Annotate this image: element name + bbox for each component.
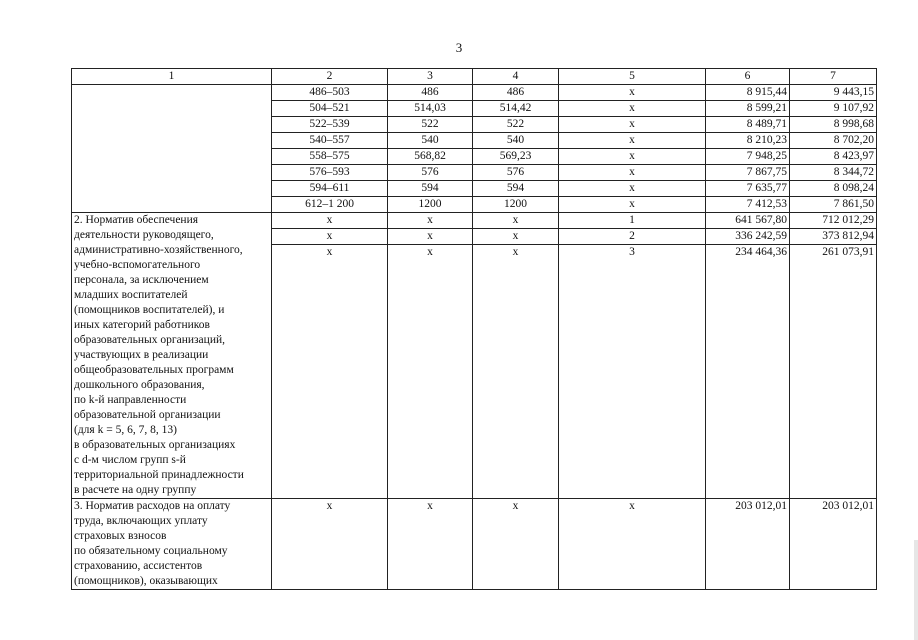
table-cell: 8 423,97 — [790, 149, 877, 165]
table-cell: 514,42 — [473, 101, 559, 117]
column-header: 2 — [272, 69, 388, 85]
table-cell: x — [559, 149, 706, 165]
table-cell: x — [559, 85, 706, 101]
normative-table — [71, 68, 877, 590]
table-cell: x — [559, 165, 706, 181]
table-cell: 558–575 — [272, 149, 388, 165]
table-cell: 522 — [388, 117, 473, 133]
table-cell: 522 — [473, 117, 559, 133]
table-cell: 261 073,91 — [790, 245, 877, 499]
table-cell: x — [272, 229, 388, 245]
table-cell: 504–521 — [272, 101, 388, 117]
label-line: (помощников воспитателей), и — [74, 304, 225, 316]
table-cell: x — [388, 499, 473, 590]
table-cell: 568,82 — [388, 149, 473, 165]
label-line: труда, включающих уплату — [74, 515, 208, 527]
label-line: младших воспитателей — [74, 289, 188, 301]
column-header: 7 — [790, 69, 877, 85]
table-cell: x — [272, 245, 388, 499]
table-cell: 373 812,94 — [790, 229, 877, 245]
scan-edge-mark — [914, 540, 918, 640]
table-cell: x — [473, 245, 559, 499]
table-cell: x — [559, 117, 706, 133]
table-row — [72, 213, 877, 229]
table-cell: 569,23 — [473, 149, 559, 165]
table-cell: 594 — [473, 181, 559, 197]
label-line: учебно-вспомогательного — [74, 259, 201, 271]
table-cell: 203 012,01 — [790, 499, 877, 590]
table-cell: 8 344,72 — [790, 165, 877, 181]
table-cell: 8 702,20 — [790, 133, 877, 149]
label-line: 2. Норматив обеспечения — [74, 214, 199, 226]
table-cell: 2 — [559, 229, 706, 245]
table-cell: x — [388, 245, 473, 499]
column-header: 6 — [706, 69, 790, 85]
label-line: общеобразовательных программ — [74, 364, 234, 376]
table-cell: 7 867,75 — [706, 165, 790, 181]
table-cell: 641 567,80 — [706, 213, 790, 229]
label-line: в образовательных организациях — [74, 439, 236, 451]
table-cell: 612–1 200 — [272, 197, 388, 213]
table-cell: 7 635,77 — [706, 181, 790, 197]
label-line: образовательных организаций, — [74, 334, 225, 346]
table-cell: 712 012,29 — [790, 213, 877, 229]
table-cell: x — [473, 229, 559, 245]
table-cell: 3 — [559, 245, 706, 499]
table-cell: 1 — [559, 213, 706, 229]
table-cell: 8 599,21 — [706, 101, 790, 117]
table-cell: x — [272, 499, 388, 590]
label-line: с d-м числом групп s-й — [74, 454, 186, 466]
column-header: 1 — [72, 69, 272, 85]
column-header: 3 — [388, 69, 473, 85]
table-cell: 7 861,50 — [790, 197, 877, 213]
table-cell: x — [388, 213, 473, 229]
table-cell: x — [388, 229, 473, 245]
table-row — [72, 85, 877, 101]
table-cell: 576 — [473, 165, 559, 181]
label-line: (помощников), оказывающих — [74, 575, 218, 587]
table-cell: 8 210,23 — [706, 133, 790, 149]
table-cell: x — [473, 499, 559, 590]
header-row — [72, 69, 877, 85]
table-cell: 8 915,44 — [706, 85, 790, 101]
table-cell: x — [559, 101, 706, 117]
table-cell: 234 464,36 — [706, 245, 790, 499]
page-number: 3 — [455, 40, 463, 55]
label-line: по k-й направленности — [74, 394, 187, 406]
table-cell: 9 443,15 — [790, 85, 877, 101]
table-cell: 336 242,59 — [706, 229, 790, 245]
table-cell: 514,03 — [388, 101, 473, 117]
section-3-label — [72, 499, 272, 590]
label-line: образовательной организации — [74, 409, 221, 421]
label-line: страхованию, ассистентов — [74, 560, 203, 572]
table-cell: 203 012,01 — [706, 499, 790, 590]
table-cell: x — [559, 499, 706, 590]
table-cell: 8 489,71 — [706, 117, 790, 133]
label-line: по обязательному социальному — [74, 545, 228, 557]
label-line: участвующих в реализации — [74, 349, 209, 361]
table-cell: 7 412,53 — [706, 197, 790, 213]
label-line: страховых взносов — [74, 530, 167, 542]
label-line: 3. Норматив расходов на оплату — [74, 500, 231, 512]
table-cell: 9 107,92 — [790, 101, 877, 117]
column-header: 5 — [559, 69, 706, 85]
table-cell: 540 — [473, 133, 559, 149]
table-cell: 1200 — [473, 197, 559, 213]
table-cell: 594 — [388, 181, 473, 197]
table-row — [72, 499, 877, 590]
table-cell: 576 — [388, 165, 473, 181]
table-cell: 540–557 — [272, 133, 388, 149]
empty-label-cell — [72, 85, 272, 213]
table-cell: 522–539 — [272, 117, 388, 133]
table-cell: 486 — [388, 85, 473, 101]
label-line: в расчете на одну группу — [74, 484, 197, 496]
label-line: персонала, за исключением — [74, 274, 209, 286]
label-line: административно-хозяйственного, — [74, 244, 243, 256]
table-cell: 8 998,68 — [790, 117, 877, 133]
table-cell: 540 — [388, 133, 473, 149]
section-2-label — [72, 213, 272, 499]
table-cell: x — [272, 213, 388, 229]
table-cell: x — [559, 197, 706, 213]
label-line: (для k = 5, 6, 7, 8, 13) — [74, 424, 177, 436]
table-cell: x — [473, 213, 559, 229]
table-cell: 1200 — [388, 197, 473, 213]
table-cell: 486–503 — [272, 85, 388, 101]
table-cell: x — [559, 181, 706, 197]
column-header: 4 — [473, 69, 559, 85]
label-line: деятельности руководящего, — [74, 229, 214, 241]
label-line: территориальной принадлежности — [74, 469, 244, 481]
table-cell: 8 098,24 — [790, 181, 877, 197]
table-cell: 576–593 — [272, 165, 388, 181]
table-cell: 486 — [473, 85, 559, 101]
table-cell: 594–611 — [272, 181, 388, 197]
table-cell: x — [559, 133, 706, 149]
table-cell: 7 948,25 — [706, 149, 790, 165]
label-line: дошкольного образования, — [74, 379, 205, 391]
label-line: иных категорий работников — [74, 319, 210, 331]
